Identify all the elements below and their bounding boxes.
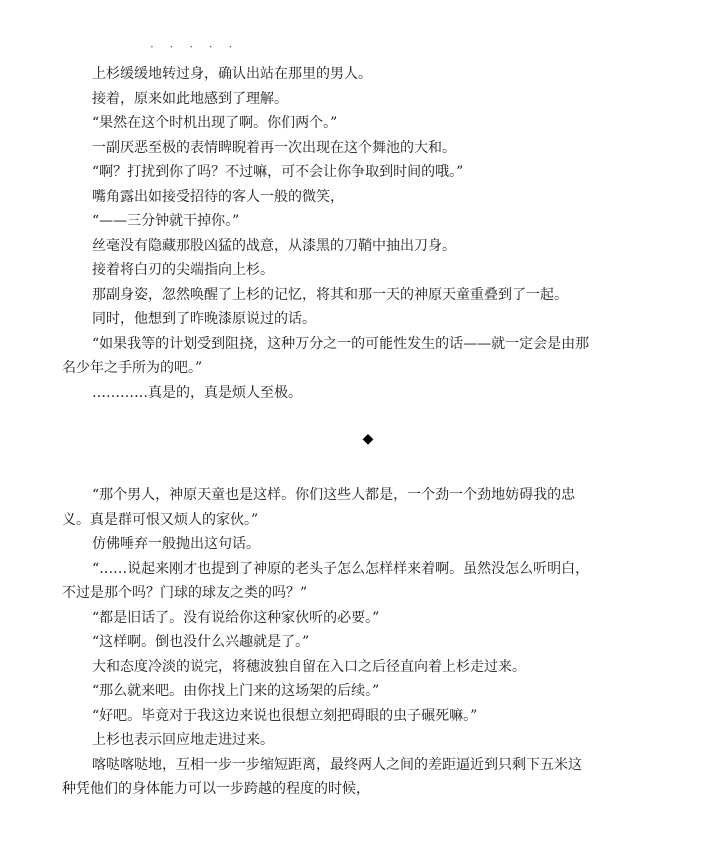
paragraph: 上杉缓缓地转过身，确认出站在那里的男人。 [92, 66, 372, 82]
paragraph: 一副厌恶至极的表情睥睨着再一次出现在这个舞池的大和。 [92, 139, 456, 156]
paragraph: 嘴角露出如接受招待的客人一般的微笑， [92, 188, 344, 205]
paragraph: “好吧。毕竟对于我这边来说也很想立刻把碍眼的虫子碾死嘛。” [92, 707, 478, 724]
paragraph: 丝毫没有隐藏那股凶猛的战意，从漆黑的刀鞘中抽出刀身。 [92, 237, 456, 254]
paragraph-line-2: 名少年之手所为的吧。” [62, 360, 203, 376]
paragraph-line-1: “那个男人，神原天童也是这样。你们这些人都是，一个劲一个劲地妨碍我的忠 [92, 487, 576, 503]
paragraph-line-2: 不过是那个吗？门球的球友之类的吗？” [62, 585, 308, 601]
paragraph-line-2: 种凭他们的身体能力可以一步跨越的程度的时候， [62, 781, 370, 797]
paragraph: “啊？打扰到你了吗？不过嘛，可不会让你争取到时间的哦。” [92, 164, 464, 180]
paragraph: “果然在这个时机出现了啊。你们两个。” [92, 115, 338, 131]
paragraph-line-1: “如果我等的计划受到阻挠，这种万分之一的可能性发生的话——就一定会是由那 [92, 335, 590, 352]
paragraph: “这样啊。倒也没什么兴趣就是了。” [92, 634, 310, 650]
paragraph: 接着，原来如此地感到了理解。 [92, 90, 288, 107]
section-2 [0, 483, 708, 802]
paragraph: “都是旧话了。没有说给你这种家伙听的必要。” [92, 609, 380, 626]
paragraph: 同时，他想到了昨晚漆原说过的话。 [92, 311, 316, 327]
paragraph: 接着将白刃的尖端指向上杉。 [92, 262, 274, 278]
paragraph: 那副身姿，忽然唤醒了上杉的记忆，将其和那一天的神原天童重叠到了一起。 [92, 286, 568, 303]
paragraph: “——三分钟就干掉你。” [92, 213, 240, 229]
paragraph-line-1: “……说起来刚才也提到了神原的老头子怎么怎样样来着啊。虽然没怎么听明白， [92, 560, 590, 577]
paragraph: …………真是的，真是烦人至极。 [92, 384, 302, 401]
paragraph: 上杉也表示回应地走进过来。 [92, 732, 274, 748]
paragraph: 仿佛唾弃一般抛出这句话。 [92, 536, 260, 552]
paragraph-line-1: 喀哒喀哒地，互相一步一步缩短距离，最终两人之间的差距逼近到只剩下五米这 [92, 756, 582, 773]
cropped-text-remnant: · · · · · [150, 40, 239, 50]
paragraph: 大和态度冷淡的说完，将穗波独自留在入口之后径直向着上杉走过来。 [92, 658, 526, 675]
paragraph: “那么就来吧。由你找上门来的这场架的后续。” [92, 683, 380, 699]
section-1 [0, 62, 708, 405]
paragraph-line-2: 义。真是群可恨又烦人的家伙。” [62, 511, 259, 528]
section-separator-diamond: ◆ [362, 431, 374, 447]
